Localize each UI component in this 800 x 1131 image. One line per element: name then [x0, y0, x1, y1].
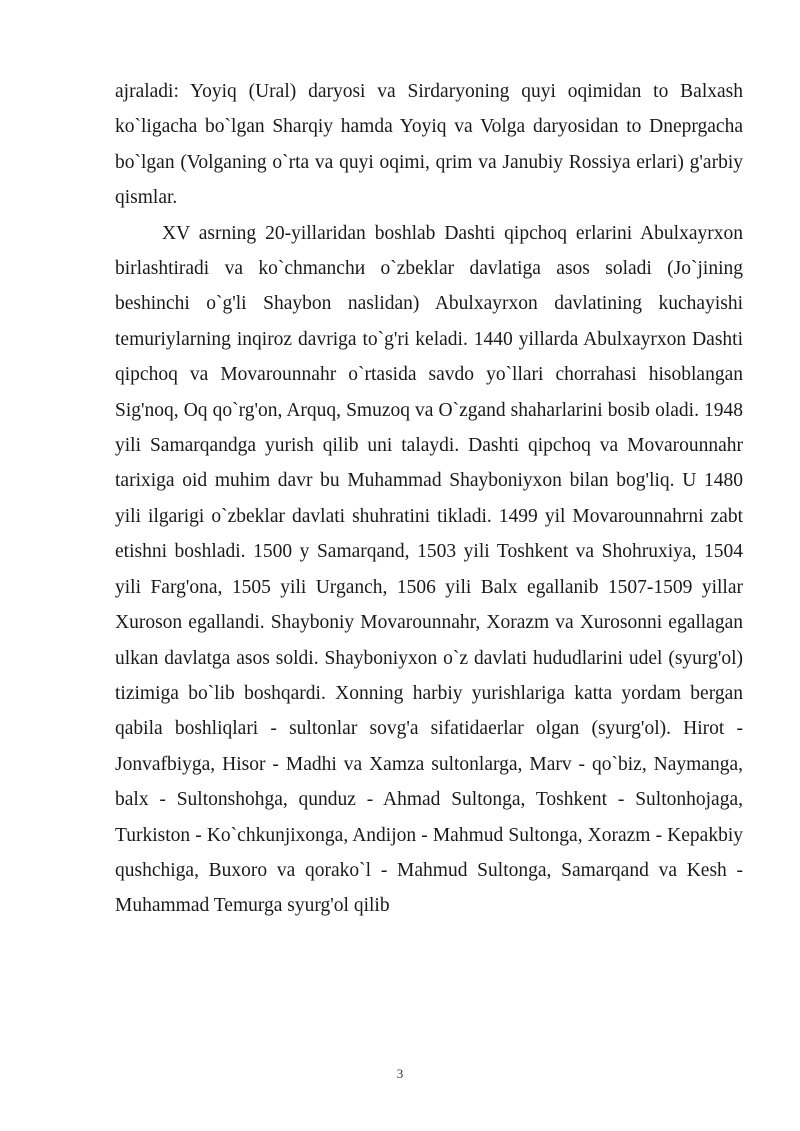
paragraph-continuation: ajraladi: Yoyiq (Ural) daryosi va Sirdaryoning quyi oqimidan to Balxash ko`ligacha bo`lgan Sharqiy hamda Yoyiq va Volga daryosidan to Dneprgacha bo`lgan (Volganing o`rta va quyi oqimi, qrim va Janubiy Rossiya erlari) g'arbiy qismlar.	[115, 81, 743, 209]
body-text	[115, 74, 743, 924]
page-number: 3	[396, 1066, 404, 1081]
paragraph-abulxayrxon: XV asrning 20-yillaridan boshlab Dashti qipchoq erlarini Abulxayrxon birlashtiradi va ko`chmanchи o`zbeklar davlatiga asos soladi (Jo`jining beshinchi o`g'li Shaybon naslidan) Abulxayrxon davlatining kuchayishi temuriylarning inqiroz davriga to`g'ri keladi. 1440 yillarda Abulxayrxon Dashti qipchoq va Movarounnahr o`rtasida savdo yo`llari chorrahasi hisoblangan Sig'noq, Oq qo`rg'on, Arquq, Smuzoq va O`zgand shaharlarini bosib oladi. 1948 yili Samarqandga yurish qilib uni talaydi. Dashti qipchoq va Movarounnahr tarixiga oid muhim davr bu Muhammad Shayboniyxon bilan bog'liq. U 1480 yili ilgarigi o`zbeklar davlati shuhratini tikladi. 1499 yil Movarounnahrni zabt etishni boshladi. 1500 y Samarqand, 1503 yili Toshkent va Shohruxiya, 1504 yili Farg'ona, 1505 yili Urganch, 1506 yili Balx egallanib 1507-1509 yillar Xuroson egallandi. Shayboniy Movarounnahr, Xorazm va Xurosonni egallagan ulkan davlatga asos soldi. Shayboniyxon o`z davlati hududlarini udel (syurg'ol) tizimiga bo`lib boshqardi. Xonning harbiy yurishlariga katta yordam bergan qabila boshliqlari - sultonlar sovg'a sifatidaerlar olgan (syurg'ol). Hirot - Jonvafbiyga, Hisor - Madhi va Xamza sultonlarga, Marv - qo`biz, Naymanga, balx - Sultonshohga, qunduz - Ahmad Sultonga, Toshkent - Sultonhojaga, Turkiston - Ko`chkunjixonga, Andijon - Mahmud Sultonga, Xorazm - Kepakbiy qushchiga, Buxoro va qorako`l - Mahmud Sultonga, Samarqand va Kesh - Muhammad Temurga syurg'ol qilib	[115, 222, 743, 917]
